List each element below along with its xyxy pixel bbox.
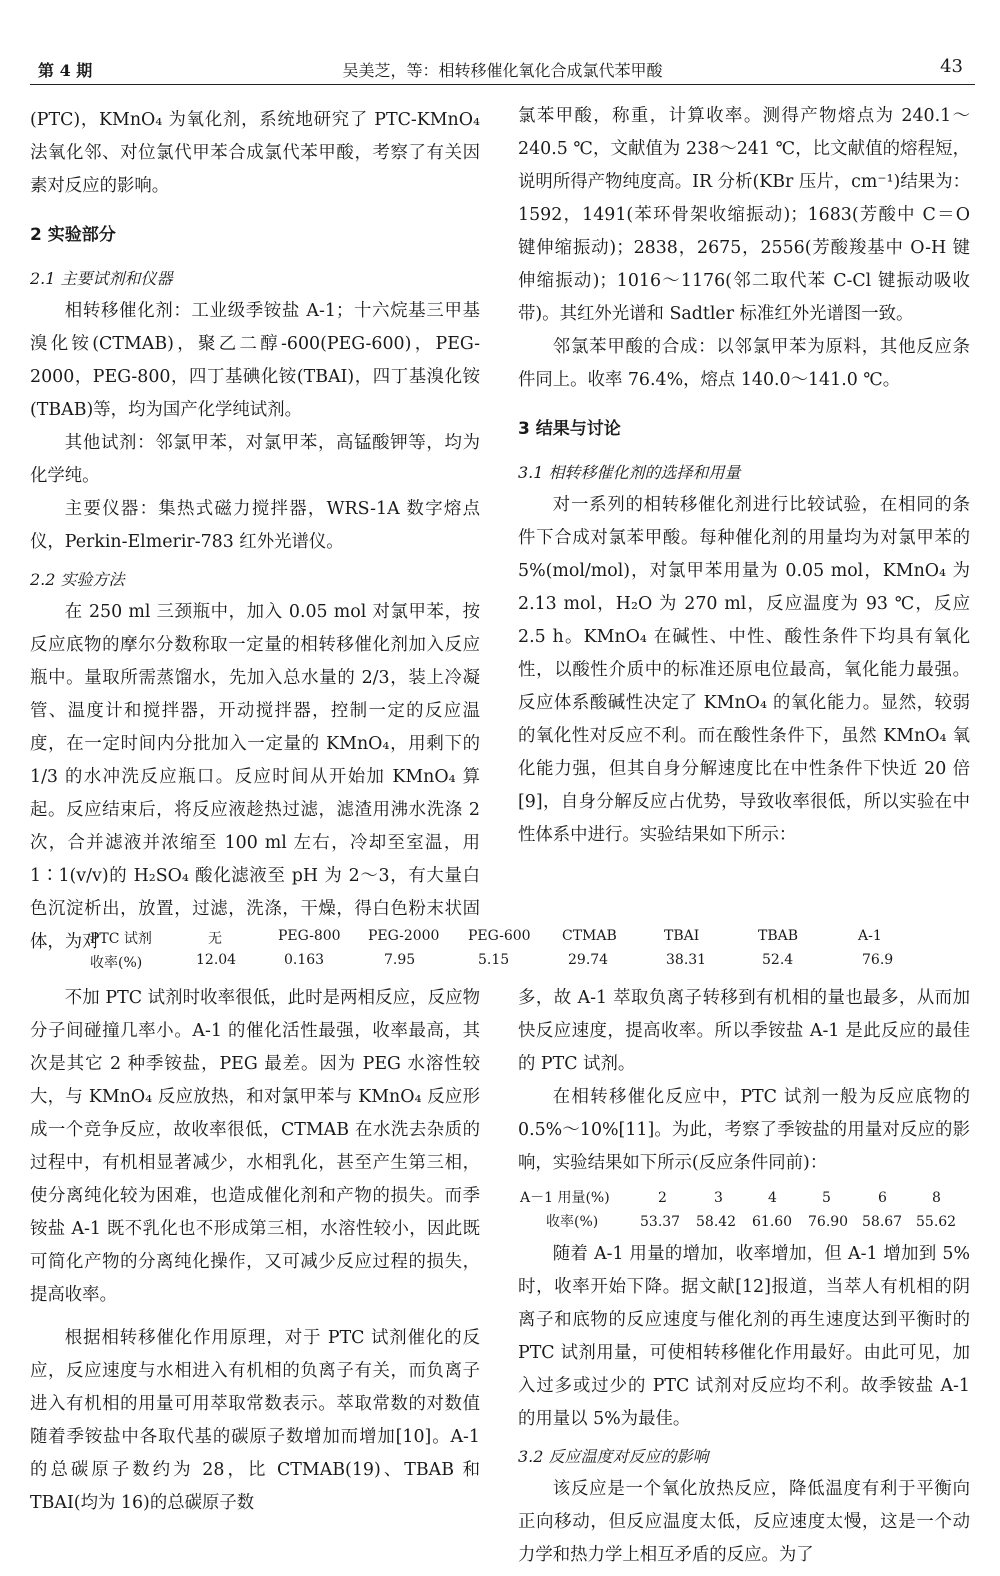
running-header xyxy=(30,54,975,85)
paragraph: 不加 PTC 试剂时收率很低，此时是两相反应，反应物分子间碰撞几率小。A-1 的催化活性最强，收率最高，其次是其它 2 种季铵盐，PEG 最差。因为 PEG 水溶性较大，与 KMnO₄ 反应放热，和对氯甲苯与 KMnO₄ 反应形成一个竞争反应，故收率很低，CTMAB 在水洗去杂质的过程中，有机相显著减少，水相乳化，甚至产生第三相，使分离纯化较为困难，也造成催化剂和产物的损失。而季铵盐 A-1 既不乳化也不形成第三相，水溶性较小，因此既可简化产物的分离纯化操作，又可减少反应过程的损失，提高收率。 xyxy=(30,988,480,1305)
table-cell: 6 xyxy=(878,1190,887,1206)
table-cell: 53.37 xyxy=(640,1214,681,1230)
table-cell: CTMAB xyxy=(562,928,617,944)
paragraph: 多，故 A-1 萃取负离子转移到有机相的量也最多，从而加快反应速度，提高收率。所以季铵盐 A-1 是此反应的最佳的 PTC 试剂。 xyxy=(518,988,970,1074)
table-cell: 38.31 xyxy=(666,952,707,968)
table-cell: PEG-2000 xyxy=(368,928,440,944)
right-column-lower xyxy=(518,982,970,1572)
table-cell: 5 xyxy=(822,1190,831,1206)
table-cell: 5.15 xyxy=(478,952,510,968)
table-cell: 58.67 xyxy=(862,1214,903,1230)
paragraph: 其他试剂：邻氯甲苯，对氯甲苯，高锰酸钾等，均为化学纯。 xyxy=(30,433,480,486)
paragraph: 相转移催化剂：工业级季铵盐 A-1；十六烷基三甲基溴化铵(CTMAB)，聚乙二醇-600(PEG-600)，PEG-2000，PEG-800，四丁基碘化铵(TBAI)，四丁基溴化铵(TBAB)等，均为国产化学纯试剂。 xyxy=(30,301,480,420)
table-row xyxy=(518,1206,970,1230)
table-cell: 58.42 xyxy=(696,1214,737,1230)
paragraph: 主要仪器：集热式磁力搅拌器，WRS-1A 数字熔点仪，Perkin-Elmerir-783 红外光谱仪。 xyxy=(30,499,480,552)
table-row xyxy=(518,1182,970,1206)
table-cell: 61.60 xyxy=(752,1214,793,1230)
table-cell: 76.9 xyxy=(862,952,894,968)
table-cell: TBAI xyxy=(664,928,700,944)
row-label: A－1 用量(%) xyxy=(520,1190,610,1206)
subsection-heading: 2.2 实验方法 xyxy=(30,570,125,589)
table-cell: TBAB xyxy=(758,928,799,944)
table-cell: 52.4 xyxy=(762,952,794,968)
page-number: 43 xyxy=(940,56,963,77)
table-cell: A-1 xyxy=(858,928,882,944)
row-label: PTC 试剂 xyxy=(90,931,152,947)
left-column-upper xyxy=(30,104,480,959)
table-cell: 29.74 xyxy=(568,952,609,968)
paragraph: 氯苯甲酸，称重，计算收率。测得产物熔点为 240.1～240.5 ℃，文献值为 238～241 ℃，比文献值的熔程短，说明所得产物纯度高。IR 分析(KBr 压片，cm⁻¹)结果为：1592，1491(苯环骨架收缩振动)；1683(芳酸中 C＝O 键伸缩振动)；2838，2675，2556(芳酸羧基中 O-H 键伸缩振动)；1016～1176(邻二取代苯 C-Cl 键振动吸收带)。其红外光谱和 Sadtler 标准红外光谱图一致。 xyxy=(518,106,970,324)
paragraph: 在相转移催化反应中，PTC 试剂一般为反应底物的 0.5%～10%[11]。为此，考察了季铵盐的用量对反应的影响，实验结果如下所示(反应条件同前)： xyxy=(518,1087,970,1173)
table-cell: 3 xyxy=(714,1190,723,1206)
subsection-heading: 3.2 反应温度对反应的影响 xyxy=(518,1447,709,1466)
paragraph: 该反应是一个氧化放热反应，降低温度有利于平衡向正向移动，但反应温度太低，反应速度太慢，这是一个动力学和热力学上相互矛盾的反应。为了 xyxy=(518,1479,970,1565)
row-label: 收率(%) xyxy=(546,1214,599,1230)
table-cell: 76.90 xyxy=(808,1214,849,1230)
paragraph: 随着 A-1 用量的增加，收率增加，但 A-1 增加到 5%时，收率开始下降。据文献[12]报道，当萃人有机相的阴离子和底物的反应速度与催化剂的再生速度达到平衡时的 PTC 试剂用量，可使相转移催化作用最好。由此可见，加入过多或过少的 PTC 试剂对反应均不利。故季铵盐 A-1 的用量以 5%为最佳。 xyxy=(518,1244,970,1429)
table-cell: 无 xyxy=(208,931,222,947)
table-row xyxy=(90,952,950,976)
dosage-yield-table xyxy=(518,1182,970,1234)
table-cell: 8 xyxy=(932,1190,941,1206)
subsection-heading: 2.1 主要试剂和仪器 xyxy=(30,269,173,288)
table-cell: 55.62 xyxy=(916,1214,957,1230)
table-cell: PEG-800 xyxy=(278,928,341,944)
table-cell: 4 xyxy=(768,1190,777,1206)
subsection-heading: 3.1 相转移催化剂的选择和用量 xyxy=(518,463,741,482)
table-cell: PEG-600 xyxy=(468,928,531,944)
paragraph: 对一系列的相转移催化剂进行比较试验，在相同的条件下合成对氯苯甲酸。每种催化剂的用量均为对氯甲苯的 5%(mol/mol)，对氯甲苯用量为 0.05 mol，KMnO₄ 为 2.13 mol，H₂O 为 270 ml，反应温度为 93 ℃，反应 2.5 h。KMnO₄ 在碱性、中性、酸性条件下均具有氧化性，以酸性介质中的标准还原电位最高，氧化能力最强。反应体系酸碱性决定了 KMnO₄ 的氧化能力。显然，较弱的氧化性对反应不利。而在酸性条件下，虽然 KMnO₄ 氧化能力强，但其自身分解速度比在中性条件下快近 20 倍[9]，自身分解反应占优势，导致收率很低，所以实验在中性体系中进行。实验结果如下所示： xyxy=(518,495,970,845)
catalyst-yield-table xyxy=(90,928,950,976)
table-cell: 7.95 xyxy=(384,952,416,968)
table-cell: 12.04 xyxy=(196,952,237,968)
section-heading: 3 结果与讨论 xyxy=(518,419,621,439)
right-column-upper xyxy=(518,100,970,852)
running-title: 吴美芝，等：相转移催化氧化合成氯代苯甲酸 xyxy=(342,61,663,80)
issue-label: 第 4 期 xyxy=(38,61,93,80)
table-cell: 2 xyxy=(658,1190,667,1206)
paragraph: (PTC)，KMnO₄ 为氧化剂，系统地研究了 PTC-KMnO₄ 法氧化邻、对位氯代甲苯合成氯代苯甲酸，考察了有关因素对反应的影响。 xyxy=(30,110,480,196)
paragraph: 邻氯苯甲酸的合成：以邻氯甲苯为原料，其他反应条件同上。收率 76.4%，熔点 140.0～141.0 ℃。 xyxy=(518,337,970,390)
paragraph: 在 250 ml 三颈瓶中，加入 0.05 mol 对氯甲苯，按反应底物的摩尔分数称取一定量的相转移催化剂加入反应瓶中。量取所需蒸馏水，先加入总水量的 2/3，装上冷凝管、温度计和搅拌器，开动搅拌器，控制一定的反应温度，在一定时间内分批加入一定量的 KMnO₄，用剩下的 1/3 的水冲洗反应瓶口。反应时间从开始加 KMnO₄ 算起。反应结束后，将反应液趁热过滤，滤渣用沸水洗涤 2 次，合并滤液并浓缩至 100 ml 左右，冷却至室温，用 1∶1(v/v)的 H₂SO₄ 酸化滤液至 pH 为 2～3，有大量白色沉淀析出，放置，过滤，洗涤，干燥，得白色粉末状固体，为对 xyxy=(30,602,480,952)
left-column-lower xyxy=(30,982,480,1520)
paragraph: 根据相转移催化作用原理，对于 PTC 试剂催化的反应，反应速度与水相进入有机相的负离子有关，而负离子进入有机相的用量可用萃取常数表示。萃取常数的对数值随着季铵盐中各取代基的碳原子数增加而增加[10]。A-1 的总碳原子数约为 28，比 CTMAB(19)、TBAB 和 TBAI(均为 16)的总碳原子数 xyxy=(30,1328,480,1513)
row-label: 收率(%) xyxy=(90,955,143,971)
section-heading: 2 实验部分 xyxy=(30,225,116,245)
table-row xyxy=(90,928,950,952)
table-cell: 0.163 xyxy=(284,952,325,968)
